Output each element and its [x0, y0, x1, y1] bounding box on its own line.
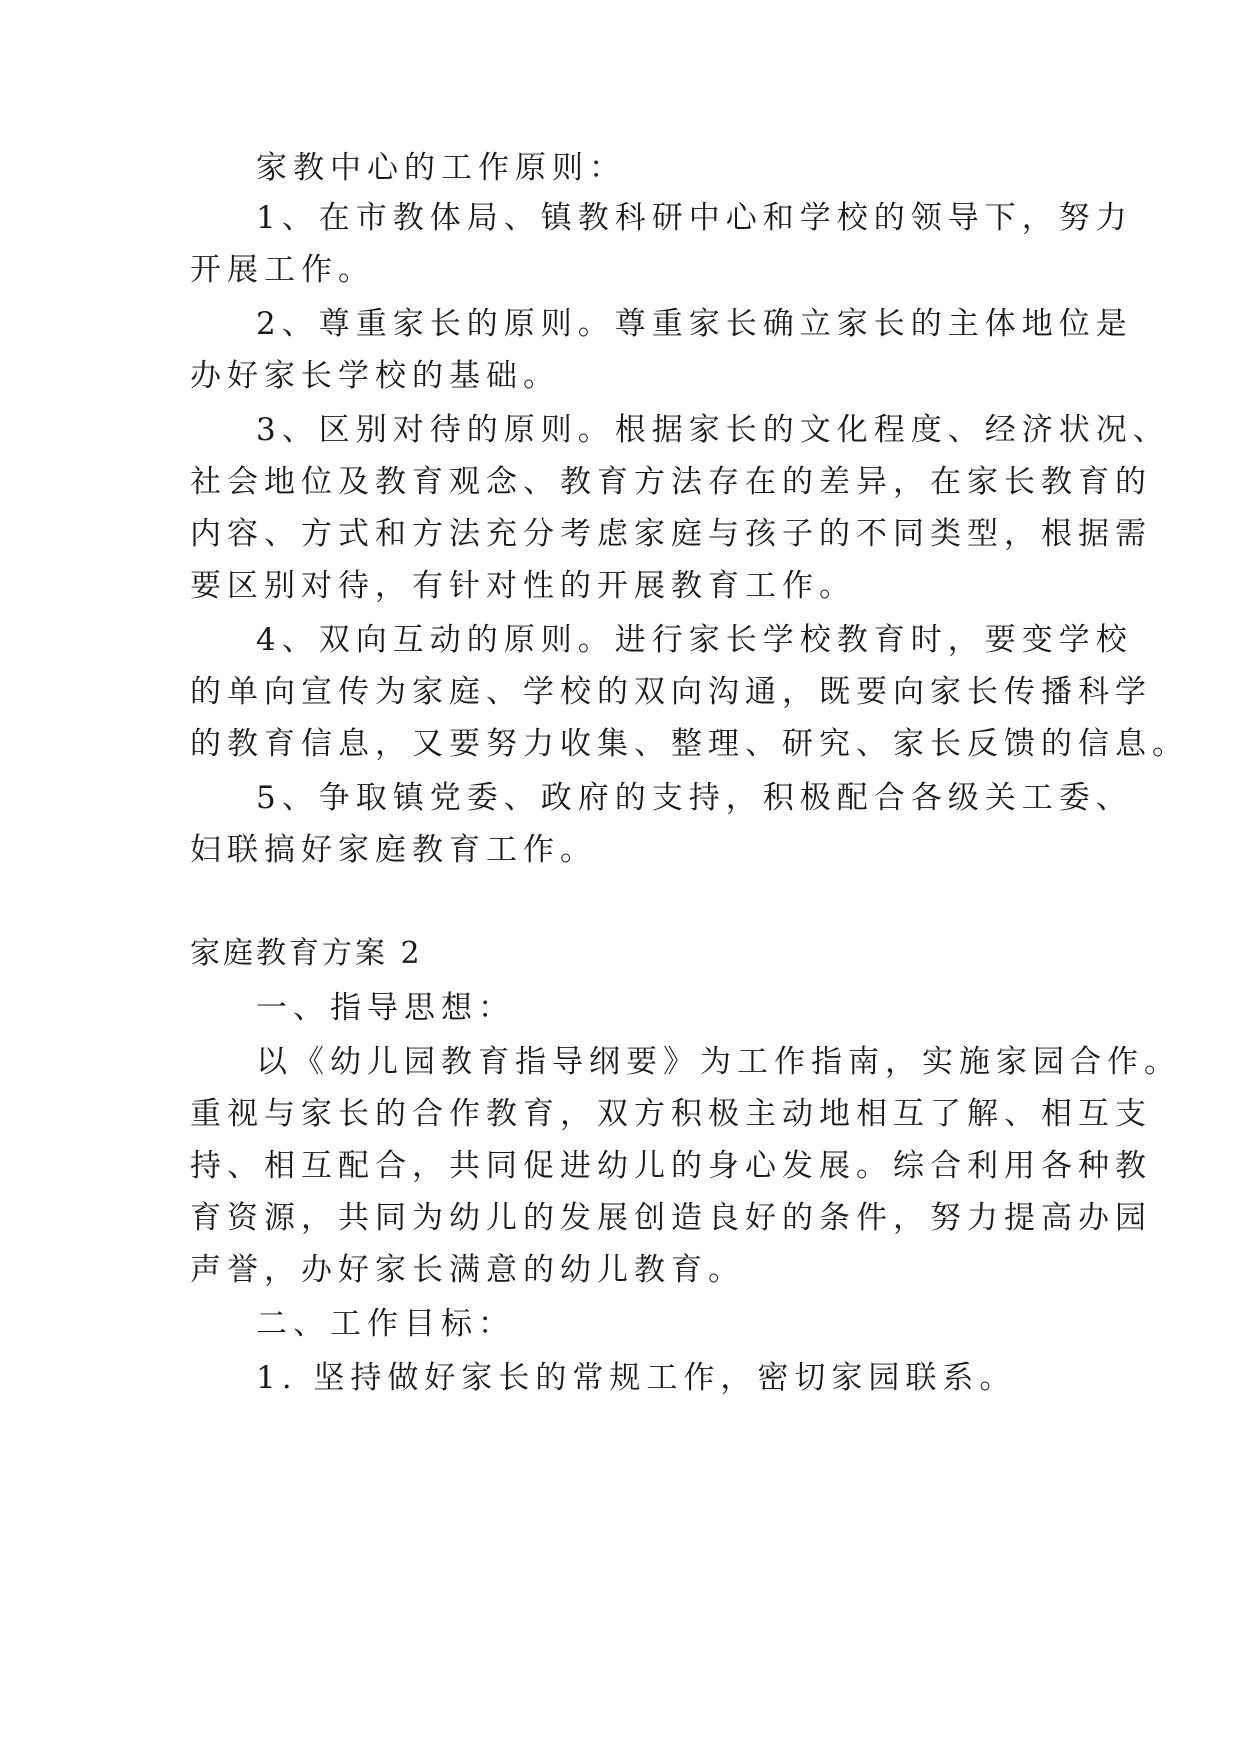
paragraph-line: 办好家长学校的基础。: [190, 358, 560, 394]
paragraph-line: 4、双向互动的原则。进行家长学校教育时，要变学校: [256, 622, 1133, 658]
paragraph-line: 以《幼儿园教育指导纲要》为工作指南，实施家园合作。: [256, 1044, 1181, 1080]
paragraph-line: 声誉，办好家长满意的幼儿教育。: [190, 1252, 745, 1288]
paragraph-line: 社会地位及教育观念、教育方法存在的差异，在家长教育的: [190, 464, 1152, 500]
subheading: 二、工作目标：: [256, 1306, 515, 1342]
paragraph-line: 2、尊重家长的原则。尊重家长确立家长的主体地位是: [256, 306, 1133, 342]
section-heading: 家庭教育方案 2: [190, 936, 423, 971]
section-title: 家教中心的工作原则：: [256, 150, 626, 186]
paragraph-line: 开展工作。: [190, 252, 375, 288]
paragraph-line: 1. 坚持做好家长的常规工作，密切家园联系。: [256, 1360, 1017, 1396]
paragraph-line: 的单向宣传为家庭、学校的双向沟通，既要向家长传播科学: [190, 674, 1152, 710]
paragraph-line: 妇联搞好家庭教育工作。: [190, 832, 597, 868]
paragraph-line: 育资源，共同为幼儿的发展创造良好的条件，努力提高办园: [190, 1200, 1152, 1236]
paragraph-line: 1、在市教体局、镇教科研中心和学校的领导下，努力: [256, 200, 1133, 236]
paragraph-line: 重视与家长的合作教育，双方积极主动地相互了解、相互支: [190, 1096, 1152, 1132]
paragraph-line: 3、区别对待的原则。根据家长的文化程度、经济状况、: [256, 412, 1170, 448]
paragraph-line: 内容、方式和方法充分考虑家庭与孩子的不同类型，根据需: [190, 516, 1152, 552]
subheading: 一、指导思想：: [256, 990, 515, 1026]
paragraph-line: 持、相互配合，共同促进幼儿的身心发展。综合利用各种教: [190, 1148, 1152, 1184]
paragraph-line: 5、争取镇党委、政府的支持，积极配合各级关工委、: [256, 780, 1133, 816]
paragraph-line: 的教育信息，又要努力收集、整理、研究、家长反馈的信息。: [190, 726, 1189, 762]
paragraph-line: 要区别对待，有针对性的开展教育工作。: [190, 568, 856, 604]
